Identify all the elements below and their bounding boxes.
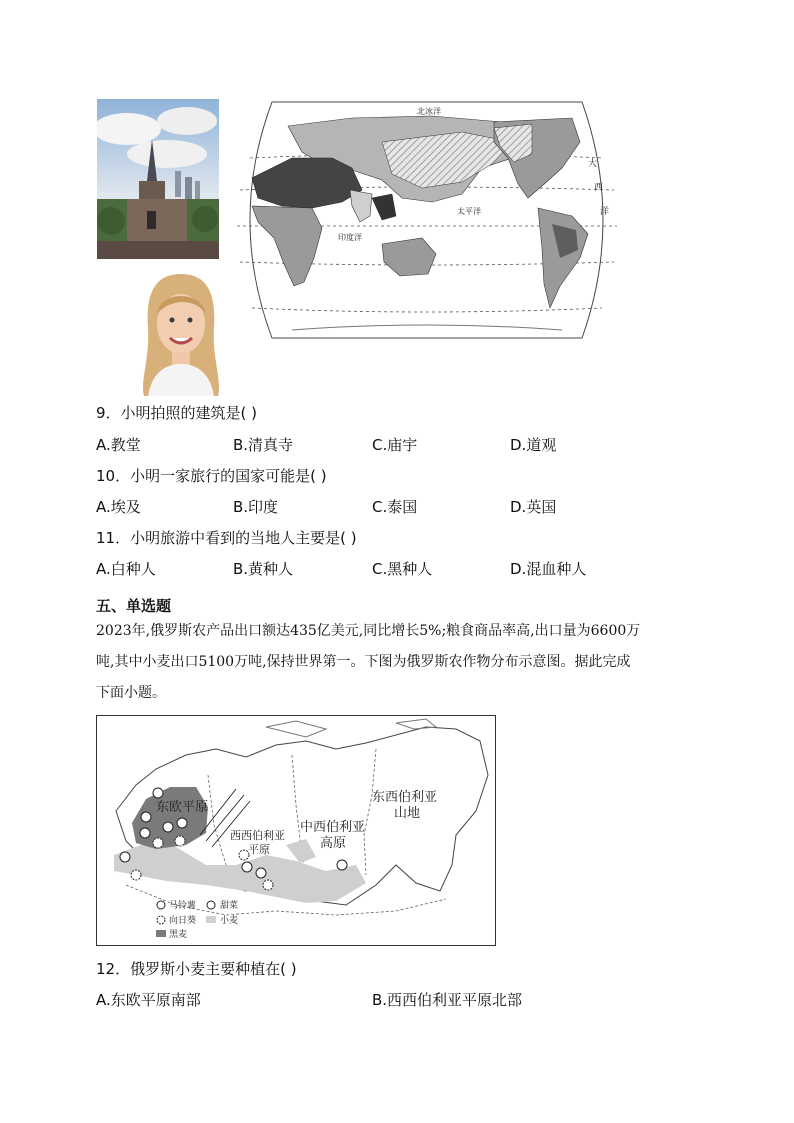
rye-legend-swatch: [156, 930, 166, 937]
option-10-d[interactable]: D.英国: [510, 498, 557, 516]
paragraph-line-2: 吨,其中小麦出口5100万吨,保持世界第一。下图为俄罗斯农作物分布示意图。据此完成: [96, 654, 631, 670]
legend-wheat: 小麦: [220, 916, 239, 926]
map-label-arctic: 北冰洋: [417, 107, 441, 116]
beet-legend-icon: [207, 901, 215, 909]
paragraph-line-3: 下面小题。: [96, 685, 166, 701]
question-12-stem: 12．俄罗斯小麦主要种植在( ): [96, 960, 297, 978]
option-9-c[interactable]: C.庙宇: [372, 436, 418, 454]
section-title: 五、单选题: [96, 597, 172, 615]
option-10-b[interactable]: B.印度: [233, 498, 279, 516]
map-label-pacific: 太平洋: [457, 207, 481, 216]
legend-potato: 马铃薯: [169, 901, 197, 911]
option-10-a[interactable]: A.埃及: [96, 498, 141, 516]
potato-legend-icon: [157, 901, 165, 909]
label-east-siberian-mountains-1: 东西伯利亚: [372, 790, 438, 805]
wheat-legend-swatch: [206, 916, 216, 923]
option-11-b[interactable]: B.黄种人: [233, 560, 294, 578]
question-11-stem: 11．小明旅游中看到的当地人主要是( ): [96, 529, 357, 547]
option-9-d[interactable]: D.道观: [510, 436, 557, 454]
option-12-b[interactable]: B.西西伯利亚平原北部: [372, 991, 523, 1009]
label-west-siberian-plain-2: 平原: [248, 843, 270, 856]
map-label-atlantic-3: 洋: [600, 207, 610, 217]
label-central-siberian-plateau-2: 高原: [320, 836, 347, 851]
option-9-b[interactable]: B.清真寺: [233, 436, 294, 454]
option-9-a[interactable]: A.教堂: [96, 436, 141, 454]
legend-beet: 甜菜: [220, 901, 239, 911]
option-12-a[interactable]: A.东欧平原南部: [96, 991, 201, 1009]
girl-portrait: [130, 268, 232, 396]
map-label-atlantic-1: 大: [588, 159, 598, 169]
label-central-siberian-plateau-1: 中西伯利亚: [300, 820, 366, 835]
sunflower-legend-icon: [157, 916, 165, 924]
question-10-stem: 10．小明一家旅行的国家可能是( ): [96, 467, 327, 485]
label-west-siberian-plain-1: 西西伯利亚: [230, 829, 285, 842]
label-east-siberian-mountains-2: 山地: [394, 806, 421, 821]
map-label-atlantic-2: 西: [594, 183, 604, 193]
label-east-european-plain: 东欧平原: [156, 800, 209, 815]
map-label-indian: 印度洋: [338, 233, 362, 242]
paragraph-line-1: 2023年,俄罗斯农产品出口额达435亿美元,同比增长5%;粮食商品率高,出口量为6600万: [96, 623, 641, 639]
option-11-d[interactable]: D.混血种人: [510, 560, 587, 578]
question-9-stem: 9．小明拍照的建筑是( ): [96, 404, 258, 422]
legend-sunflower: 向日葵: [169, 916, 197, 926]
world-map: [232, 98, 622, 342]
legend-rye: 黑麦: [169, 930, 188, 940]
russia-crop-map: [96, 715, 496, 946]
option-10-c[interactable]: C.泰国: [372, 498, 418, 516]
option-11-c[interactable]: C.黑种人: [372, 560, 433, 578]
intro-paragraph: [96, 616, 706, 709]
church-photo: [97, 99, 219, 259]
option-11-a[interactable]: A.白种人: [96, 560, 156, 578]
